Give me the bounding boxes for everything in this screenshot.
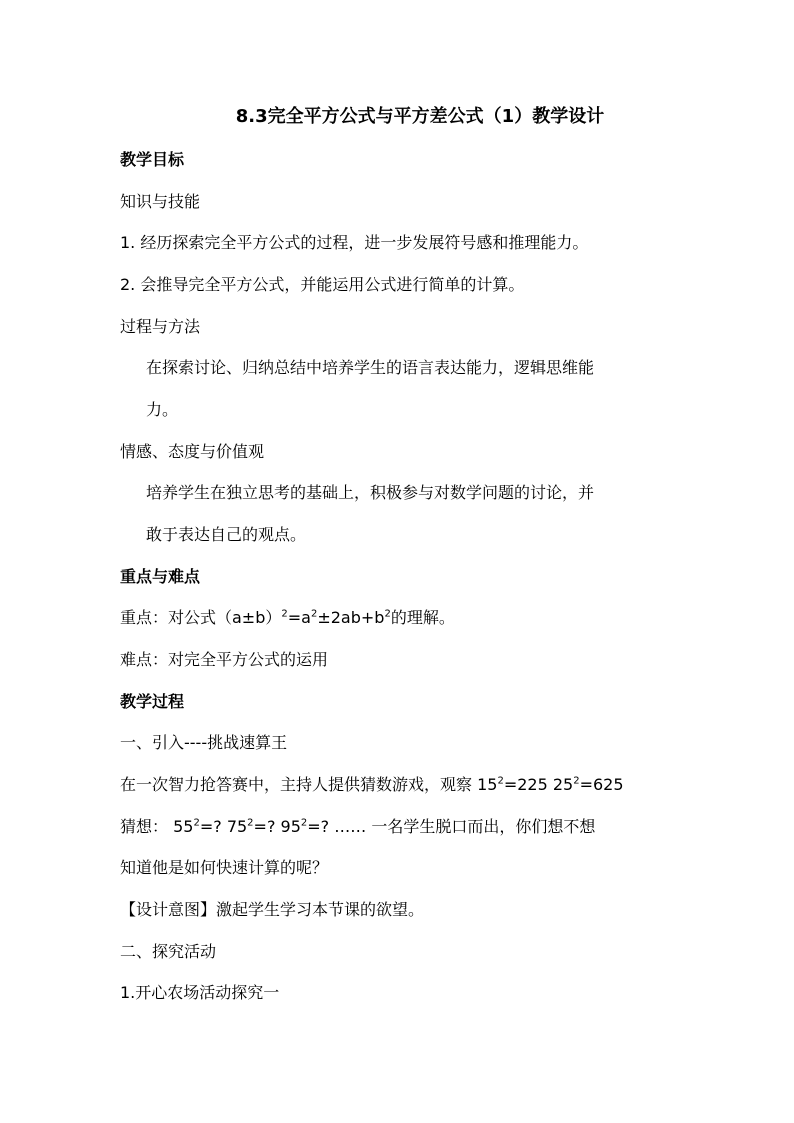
step1-paragraph-line-3: 知道他是如何快速计算的呢？: [120, 858, 329, 877]
exponent: 2: [300, 817, 308, 829]
section-heading-key-points: 重点与难点: [120, 567, 201, 586]
key-point-mid2: ±2ab+b: [317, 608, 385, 627]
emotion-text-line-1: 培养学生在独立思考的基础上，积极参与对数学问题的讨论，并: [146, 483, 595, 502]
exponent: 2: [193, 817, 200, 829]
step2-heading: 二、探究活动: [120, 942, 217, 961]
process-text-line-1: 在探索讨论、归纳总结中培养学生的语言表达能力，逻辑思维能: [146, 358, 595, 377]
activity-1-heading: 1.开心农场活动探究一: [120, 983, 280, 1002]
key-point-prefix: 重点：对公式（a±b）: [120, 608, 282, 627]
exponent: 2: [384, 608, 391, 620]
exponent: 2: [573, 775, 580, 787]
knowledge-item-1: 1. 经历探索完全平方公式的过程，进一步发展符号感和推理能力。: [120, 233, 589, 252]
step1-p2-c: =? 95: [253, 817, 301, 836]
knowledge-item-2: 2. 会推导完全平方公式，并能运用公式进行简单的计算。: [120, 275, 525, 294]
process-text-line-2: 力。: [146, 400, 179, 419]
section-heading-goals: 教学目标: [120, 150, 185, 169]
exponent: 2: [247, 817, 254, 829]
step1-p2-d: =? …… 一名学生脱口而出，你们想不想: [307, 817, 596, 836]
step1-paragraph-line-2: [120, 817, 595, 837]
difficulty-text: 难点：对完全平方公式的运用: [120, 650, 329, 669]
page-title: 8.3完全平方公式与平方差公式（1）教学设计: [235, 106, 605, 127]
section-heading-teaching-process: 教学过程: [120, 692, 185, 711]
step1-p1-end: =625: [579, 775, 624, 794]
step1-p2-a: 猜想： 55: [120, 817, 194, 836]
key-point-suffix: 的理解。: [390, 608, 455, 627]
subheading-process: 过程与方法: [120, 317, 201, 336]
exponent: 2: [497, 775, 504, 787]
subheading-knowledge: 知识与技能: [120, 192, 201, 211]
step1-paragraph-line-1: [120, 775, 624, 795]
emotion-text-line-2: 敢于表达自己的观点。: [146, 525, 307, 544]
exponent: 2: [310, 608, 318, 620]
step1-heading: 一、引入----挑战速算王: [120, 733, 288, 752]
exponent: 2: [281, 608, 288, 620]
subheading-emotion: 情感、态度与价值观: [120, 442, 265, 461]
step1-p1-text: 在一次智力抢答赛中，主持人提供猜数游戏，观察 15: [120, 775, 498, 794]
design-intent: 【设计意图】激起学生学习本节课的欲望。: [120, 900, 425, 919]
key-point-mid1: =a: [287, 608, 311, 627]
step1-p2-b: =? 75: [199, 817, 248, 836]
key-point-formula: [120, 608, 455, 628]
step1-p1-mid: =225 25: [503, 775, 574, 794]
